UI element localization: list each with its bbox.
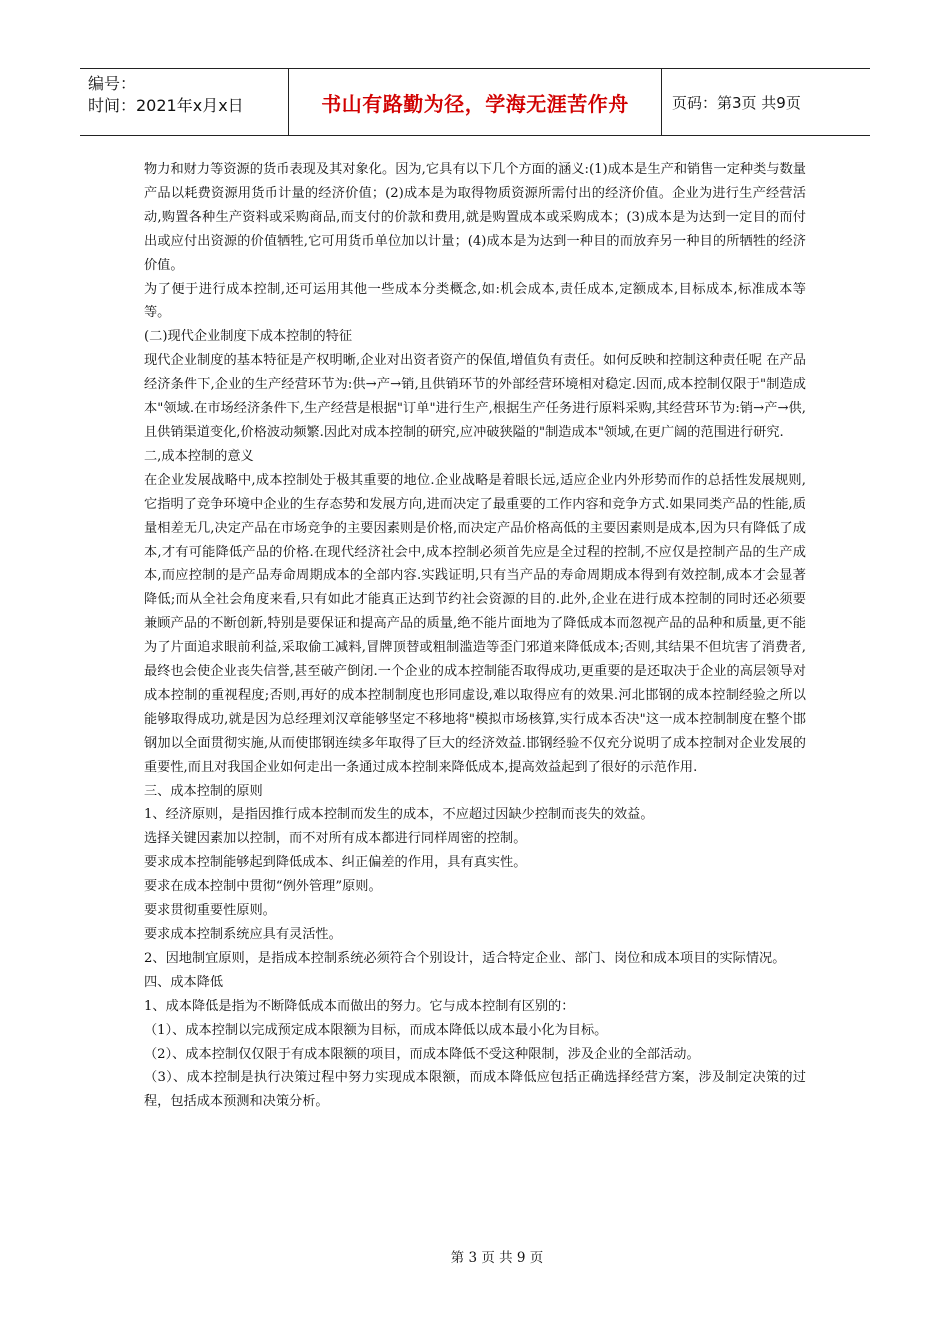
page-header [80,68,870,136]
header-meta [80,69,289,135]
section-heading: 二,成本控制的意义 [144,448,254,464]
header-motto: 书山有路勤为径，学海无涯苦作舟 [289,69,662,135]
paragraph: 1、经济原则，是指因推行成本控制而发生的成本，不应超过因缺少控制而丧失的效益。 [144,807,654,823]
document-code-label: 编号： [88,74,137,93]
paragraph: 要求贯彻重要性原则。 [144,903,276,919]
list-item: （3）、成本控制是执行决策过程中努力实现成本限额，而成本降低应包括正确选择经营方案，涉及制定决策的过程，包括成本预测和决策分析。 [144,1070,806,1110]
paragraph: 现代企业制度的基本特征是产权明晰,企业对出资者资产的保值,增值负有责任。如何反映和控制这种责任呢 在产品经济条件下,企业的生产经营环节为:供→产→销,且供销环节的外部经营环境相对稳定.因而,成本控制仅限于"制造成本"领域.在市场经济条件下,生产经营是根据"订单"进行生产,根据生产任务进行原料采购,其经营环节为:销→产→供,且供销渠道变化,价格波动频繁.因此对成本控制的研究,应冲破狭隘的"制造成本"领域,在更广阔的范围进行研究. [144,353,806,440]
header-page-info: 页码：第3页 共9页 [672,93,801,112]
page-footer: 第 3 页 共 9 页 [450,1250,544,1266]
document-date: 时间：2021年x月x日 [88,96,244,115]
document-body [144,158,806,1114]
paragraph: 选择关键因素加以控制，而不对所有成本都进行同样周密的控制。 [144,831,527,847]
section-heading: 三、成本控制的原则 [144,783,263,799]
section-heading: 四、成本降低 [144,974,224,990]
paragraph: 要求在成本控制中贯彻“例外管理”原则。 [144,879,382,895]
paragraph: 要求成本控制能够起到降低成本、纠正偏差的作用，具有真实性。 [144,855,527,871]
paragraph: 物力和财力等资源的货币表现及其对象化。因为,它具有以下几个方面的涵义:(1)成本是生产和销售一定种类与数量产品以耗费资源用货币计量的经济价值；(2)成本是为取得物质资源所需付出的经济价值。企业为进行生产经营活动,购置各种生产资料或采购商品,而支付的价款和费用,就是购置成本或采购成本；(3)成本是为达到一定目的而付出或应付出资源的价值牺牲,它可用货币单位加以计量；(4)成本是为达到一种目的而放弃另一种目的所牺牲的经济价值。 [144,162,806,273]
paragraph: 在企业发展战略中,成本控制处于极其重要的地位.企业战略是着眼长远,适应企业内外形势而作的总括性发展规则,它指明了竞争环境中企业的生存态势和发展方向,进而决定了最重要的工作内容和竞争方式.如果同类产品的性能,质量相差无几,决定产品在市场竞争的主要因素则是价格,而决定产品价格高低的主要因素则是成本,因为只有降低了成本,才有可能降低产品的价格.在现代经济社会中,成本控制必须首先应是全过程的控制,不应仅是控制产品的生产成本,而应控制的是产品寿命周期成本的全部内容.实践证明,只有当产品的寿命周期成本得到有效控制,成本才会显著降低;而从全社会角度来看,只有如此才能真正达到节约社会资源的目的.此外,企业在进行成本控制的同时还必须要兼顾产品的不断创新,特别是要保证和提高产品的质量,绝不能片面地为了降低成本而忽视产品的品种和质量,更不能为了片面追求眼前利益,采取偷工减料,冒牌顶替或粗制滥造等歪门邪道来降低成本;否则,其结果不但坑害了消费者,最终也会使企业丧失信誉,甚至破产倒闭.一个企业的成本控制能否取得成功,更重要的是还取决于企业的高层领导对成本控制的重视程度;否则,再好的成本控制制度也形同虚设,难以取得应有的效果.河北邯钢的成本控制经验之所以能够取得成功,就是因为总经理刘汉章能够坚定不移地将"模拟市场核算,实行成本否决"这一成本控制制度在整个邯钢加以全面贯彻实施,从而使邯钢连续多年取得了巨大的经济效益.邯钢经验不仅充分说明了成本控制对企业发展的重要性,而且对我国企业如何走出一条通过成本控制来降低成本,提高效益起到了很好的示范作用. [144,472,806,775]
paragraph: 要求成本控制系统应具有灵活性。 [144,927,342,942]
paragraph: 为了便于进行成本控制,还可运用其他一些成本分类概念,如:机会成本,责任成本,定额成本,目标成本,标准成本等等。 [144,281,806,321]
list-item: （2）、成本控制仅仅限于有成本限额的项目，而成本降低不受这种限制，涉及企业的全部活动。 [144,1046,700,1062]
list-item: （1）、成本控制以完成预定成本限额为目标，而成本降低以成本最小化为目标。 [144,1022,608,1038]
paragraph: 1、成本降低是指为不断降低成本而做出的努力。它与成本控制有区别的： [144,998,575,1014]
section-heading: (二)现代企业制度下成本控制的特征 [144,329,353,345]
paragraph: 2、因地制宜原则，是指成本控制系统必须符合个别设计，适合特定企业、部门、岗位和成本项目的实际情况。 [144,950,786,966]
